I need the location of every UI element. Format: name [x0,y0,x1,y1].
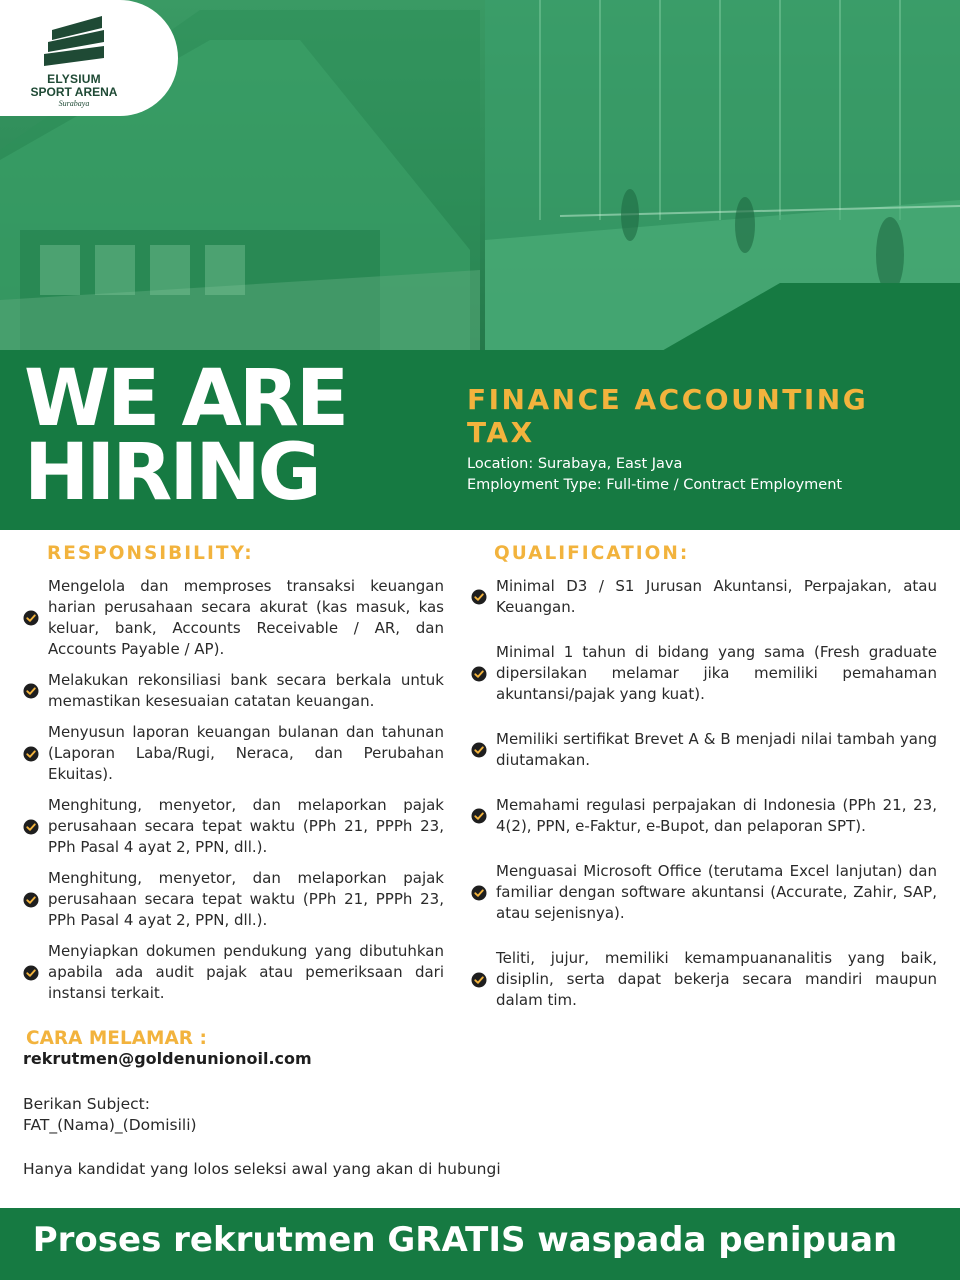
responsibility-text: Menghitung, menyetor, dan melaporkan pajak perusahaan secara tepat waktu (PPh 21, PPPh 23, PPh Pasal 4 ayat 2, PPN, dll.). [48,796,444,856]
qualification-list [471,576,937,1011]
job-title: FINANCE ACCOUNTING TAX [467,383,869,449]
qualification-heading: QUALIFICATION: [494,543,690,564]
qualification-text: Menguasai Microsoft Office (terutama Excel lanjutan) dan familiar dengan software akuntansi (Accurate, Zahir, SAP, atau sejenisnya). [496,862,937,922]
logo-city: Surabaya [58,99,90,108]
stadium-logo-icon [44,16,106,68]
check-circle-icon [471,972,487,988]
apply-heading: CARA MELAMAR : [26,1028,207,1049]
list-item [23,576,444,660]
subject-label: Berikan Subject: [23,1095,150,1113]
qualification-text: Minimal 1 tahun di bidang yang sama (Fresh graduate dipersilakan melamar jika memiliki pemahaman akuntansi/pajak yang kuat). [496,643,937,703]
check-circle-icon [23,892,39,908]
check-circle-icon [471,666,487,682]
responsibility-text: Menyiapkan dokumen pendukung yang dibutuhkan apabila ada audit pajak atau pemeriksaan dari instansi terkait. [48,942,444,1002]
responsibility-text: Menghitung, menyetor, dan melaporkan pajak perusahaan secara tepat waktu (PPh 21, PPPh 23, PPh Pasal 4 ayat 2, PPN, dll.). [48,869,444,929]
logo-name-line2: SPORT ARENA [30,85,118,99]
responsibility-text: Melakukan rekonsiliasi bank secara berkala untuk memastikan kesesuaian catatan keuangan. [48,671,444,710]
check-circle-icon [23,965,39,981]
job-location: Location: Surabaya, East Java [467,456,683,472]
footer-warning: Proses rekrutmen GRATIS waspada penipuan [32,1220,898,1260]
headline-line1: WE ARE [24,354,347,444]
qualification-text: Teliti, jujur, memiliki kemampuananalitis yang baik, disiplin, serta dapat bekerja secara mandiri maupun dalam tim. [496,949,937,1009]
list-item [471,948,937,1011]
job-employment-type: Employment Type: Full-time / Contract Employment [467,477,843,493]
list-item [23,722,444,785]
list-item [23,868,444,931]
list-item [471,576,937,618]
list-item [471,795,937,837]
check-circle-icon [471,742,487,758]
qualification-text: Minimal D3 / S1 Jurusan Akuntansi, Perpajakan, atau Keuangan. [496,577,937,616]
apply-email[interactable]: rekrutmen@goldenunionoil.com [23,1049,312,1068]
qualification-text: Memiliki sertifikat Brevet A & B menjadi nilai tambah yang diutamakan. [496,730,937,769]
check-circle-icon [471,589,487,605]
list-item [23,795,444,858]
responsibility-list [23,576,444,1004]
responsibility-text: Mengelola dan memproses transaksi keuangan harian perusahaan secara akurat (kas masuk, kas keluar, bank, Accounts Receivable / AR, dan Accounts Payable / AP). [48,577,444,658]
job-meta [467,454,842,496]
subject-format: FAT_(Nama)_(Domisili) [23,1116,197,1134]
qualification-text: Memahami regulasi perpajakan di Indonesia (PPh 21, 23, 4(2), PPN, e-Faktur, e-Bupot, dan pelaporan SPT). [496,796,937,835]
check-circle-icon [471,885,487,901]
check-circle-icon [23,746,39,762]
contact-note: Hanya kandidat yang lolos seleksi awal yang akan di hubungi [23,1160,501,1178]
responsibility-heading: RESPONSIBILITY: [47,543,254,564]
headline [24,354,347,518]
headline-line2: HIRING [24,428,319,518]
list-item [471,729,937,771]
list-item [471,642,937,705]
logo-name-line1: ELYSIUM [47,72,101,86]
check-circle-icon [23,819,39,835]
responsibility-text: Menyusun laporan keuangan bulanan dan tahunan (Laporan Laba/Rugi, Neraca, dan Perubahan Ekuitas). [48,723,444,783]
check-circle-icon [23,683,39,699]
check-circle-icon [471,808,487,824]
list-item [471,861,937,924]
logo-badge [0,0,178,116]
list-item [23,670,444,712]
list-item [23,941,444,1004]
check-circle-icon [23,610,39,626]
